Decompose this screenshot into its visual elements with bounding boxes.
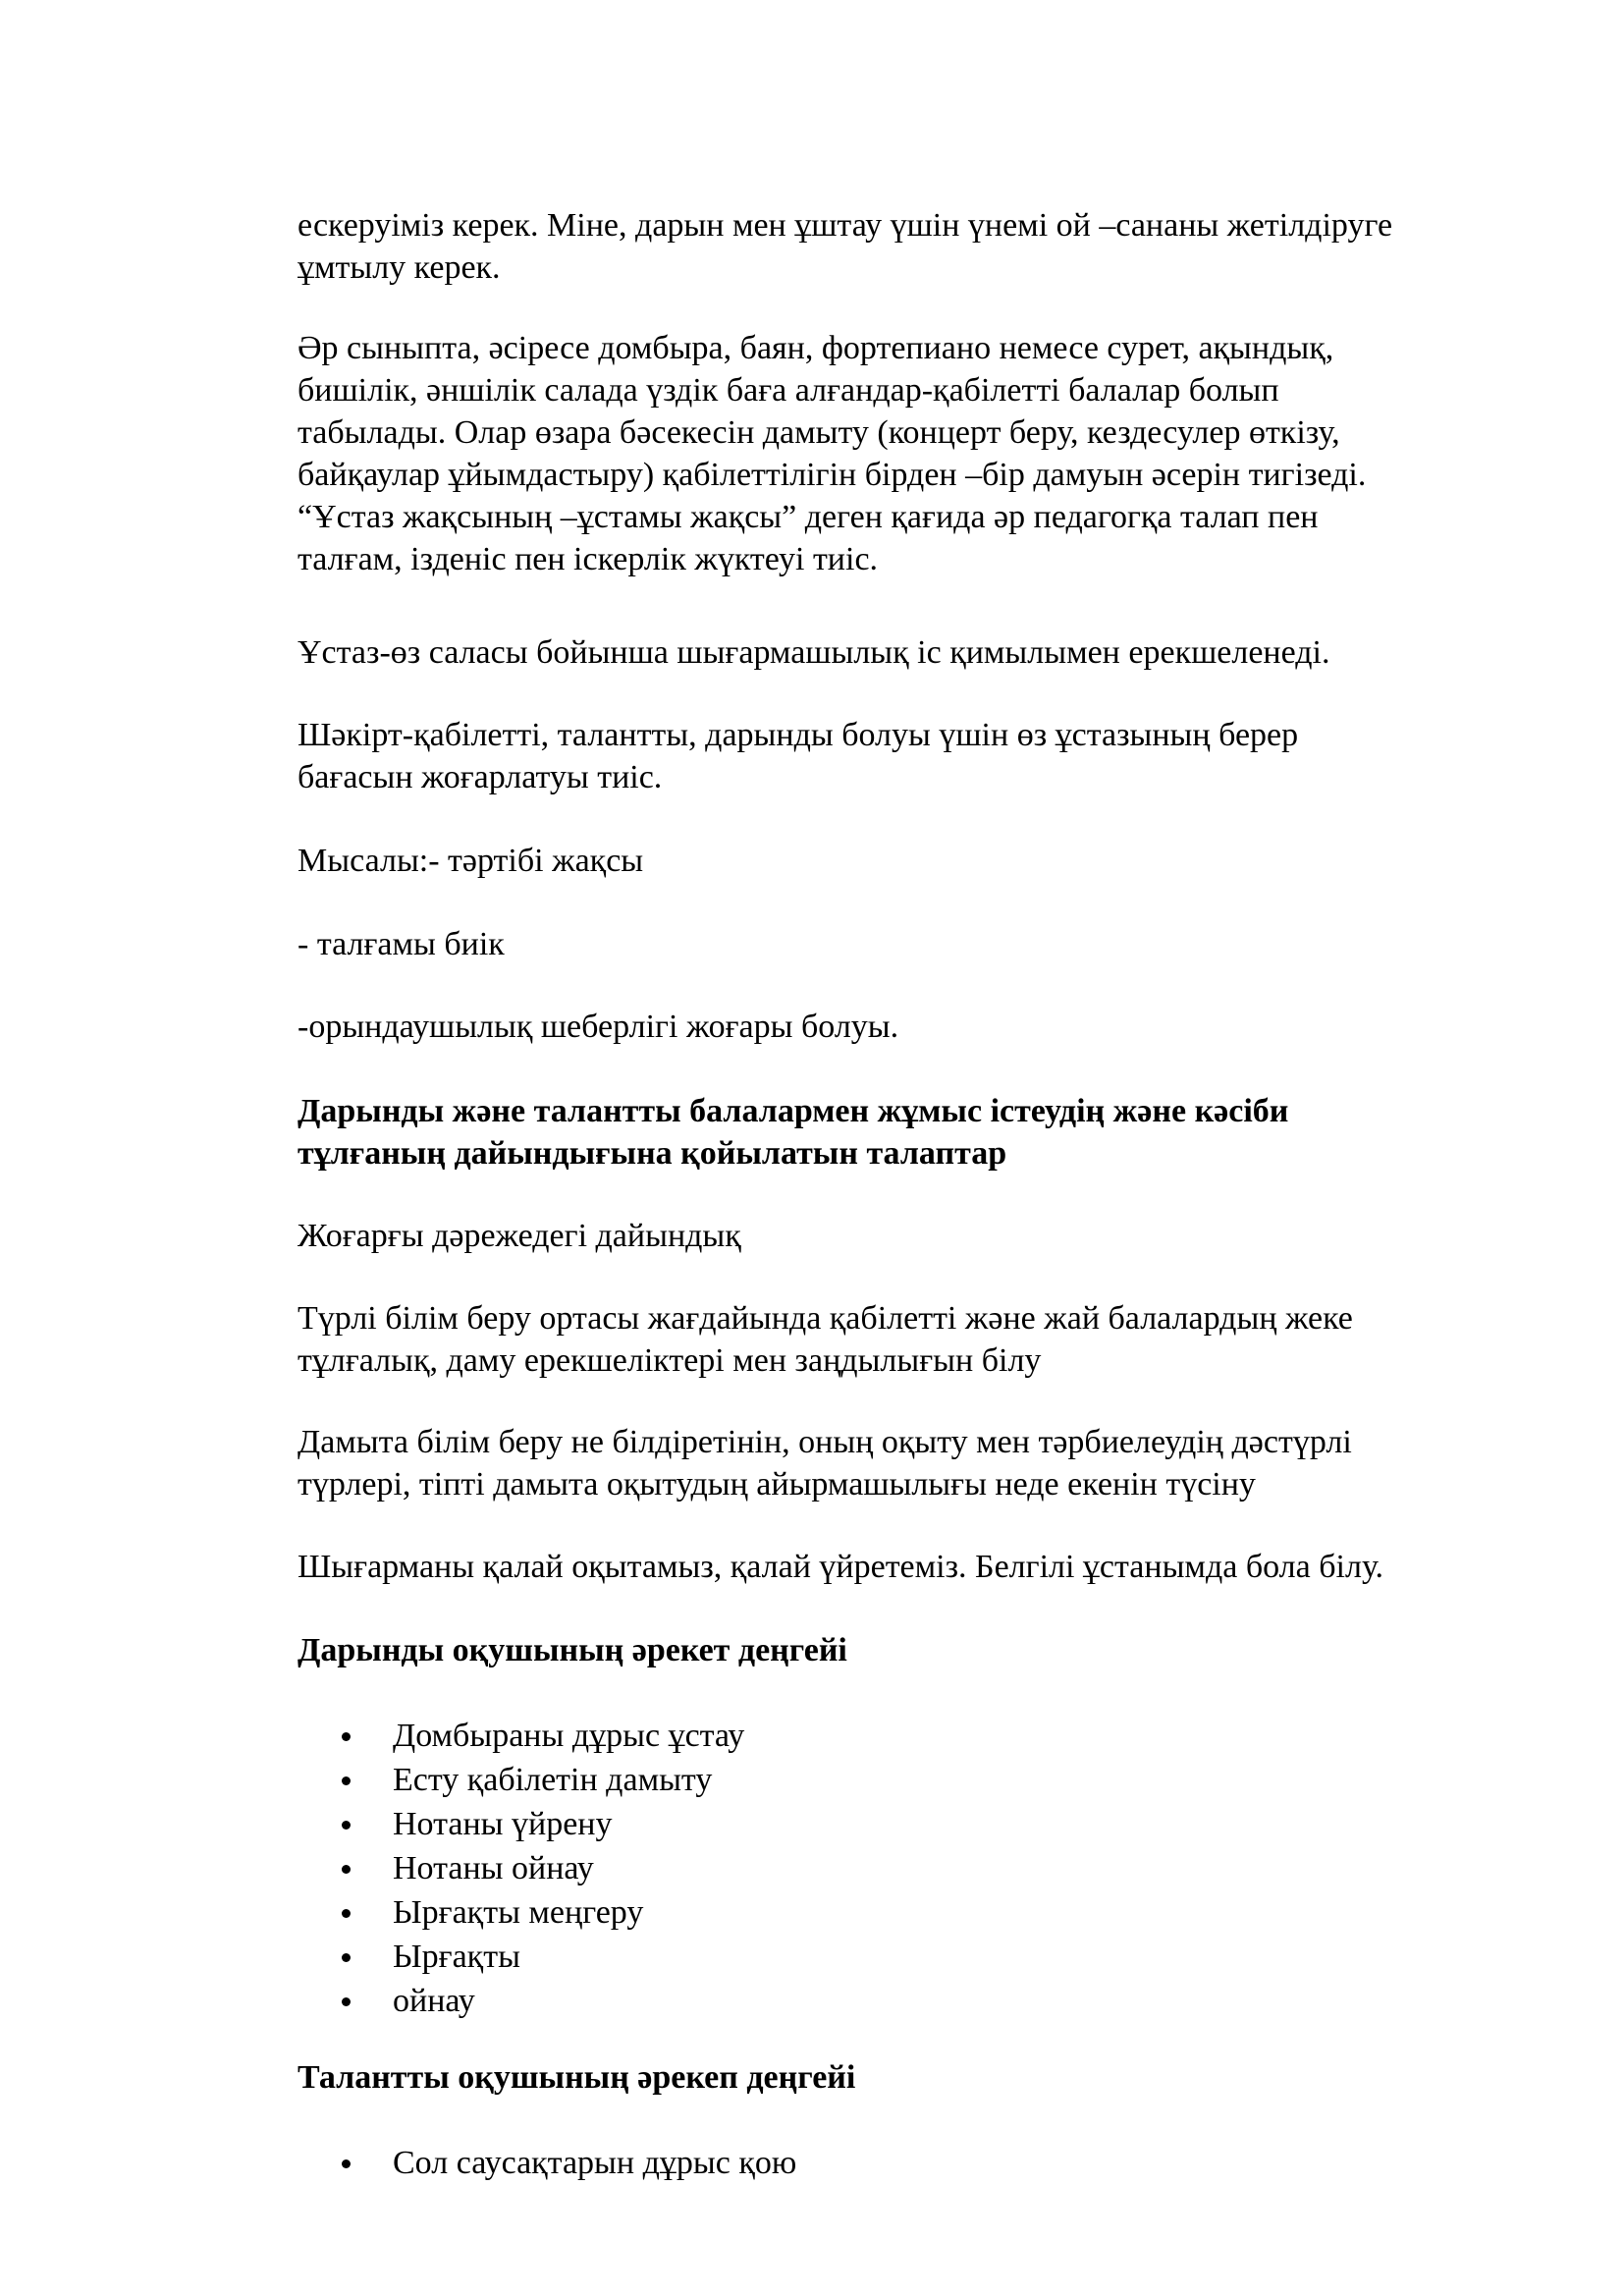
list-item-text: Нотаны үйрену	[393, 1806, 613, 1842]
bullet-icon	[342, 1953, 351, 1962]
bullet-icon	[342, 1909, 351, 1918]
paragraph-example	[298, 840, 1574, 882]
paragraph-developmental	[298, 1421, 1574, 1505]
list-item-text: Нотаны ойнау	[393, 1850, 594, 1886]
bullet-icon	[342, 2159, 351, 2168]
bullet-icon	[342, 1997, 351, 2006]
heading-line: тұлғаның дайындығына қойылатын талаптар	[298, 1135, 1007, 1172]
text-line: Жоғарғы дәрежедегі дайындық	[298, 1218, 741, 1254]
list-item-text: Ырғақты	[393, 1939, 520, 1975]
list-item	[298, 1935, 744, 1979]
list-item	[298, 1714, 744, 1758]
bullet-icon	[342, 1776, 351, 1785]
text-line: тұлғалық, даму ерекшеліктері мен заңдылығын білу	[298, 1342, 1042, 1379]
text-line: Шығарманы қалай оқытамыз, қалай үйретеміз. Белгілі ұстанымда бола білу.	[298, 1549, 1384, 1585]
text-line: бишілік, әншілік салада үздік баға алғандар-қабілетті балалар болып	[298, 372, 1279, 409]
paragraph-environment	[298, 1297, 1574, 1382]
text-line: Әр сыныпта, әсіресе домбыра, баян, фортепиано немесе сурет, ақындық,	[298, 330, 1334, 366]
text-line: Дамыта білім беру не білдіретінін, оның оқыту мен тәрбиелеудің дәстүрлі	[298, 1424, 1352, 1460]
heading-line: Талантты оқушының әрекеп деңгейі	[298, 2059, 856, 2096]
paragraph-continuation	[298, 204, 1574, 289]
list-item	[298, 1979, 744, 2023]
text-line: табылады. Олар өзара бәсекесін дамыту (концерт беру, кездесулер өткізу,	[298, 414, 1340, 451]
list-item	[298, 1846, 744, 1890]
list-item-text: Ырғақты меңгеру	[393, 1894, 644, 1931]
text-line: Шәкірт-қабілетті, талантты, дарынды болуы үшін өз ұстазының берер	[298, 717, 1299, 753]
list-item-text: Сол саусақтарын дұрыс қою	[393, 2145, 797, 2181]
text-line: ескеруіміз керек. Міне, дарын мен ұштау үшін үнемі ой –сананы жетілдіруге	[298, 207, 1393, 244]
text-line: бағасын жоғарлатуы тиіс.	[298, 759, 663, 795]
paragraph-example-item-taste	[298, 923, 1574, 965]
section-heading-talented-level	[298, 2056, 1574, 2099]
list-item	[298, 1890, 744, 1935]
paragraph-example-item-skill	[298, 1006, 1574, 1048]
talented-skills-list	[298, 2141, 796, 2185]
bullet-icon	[342, 1732, 351, 1741]
paragraph-teaching	[298, 1546, 1574, 1588]
paragraph-student	[298, 714, 1574, 798]
list-item-text: Домбыраны дұрыс ұстау	[393, 1718, 745, 1754]
section-heading-gifted-level	[298, 1629, 1574, 1671]
heading-line: Дарынды оқушының әрекет деңгейі	[298, 1632, 847, 1668]
text-line: түрлері, тіпті дамыта оқытудың айырмашылығы неде екенін түсіну	[298, 1466, 1256, 1503]
paragraph-teacher	[298, 631, 1574, 674]
heading-line: Дарынды және талантты балалармен жұмыс істеудің және кәсіби	[298, 1093, 1289, 1129]
text-line: “Ұстаз жақсының –ұстамы жақсы” деген қағида әр педагогқа талап пен	[298, 499, 1319, 535]
text-line: Мысалы:- тәртібі жақсы	[298, 843, 644, 879]
bullet-icon	[342, 1821, 351, 1830]
gifted-skills-list	[298, 1714, 744, 2023]
section-heading-requirements	[298, 1090, 1574, 1175]
list-item-text: Есту қабілетін дамыту	[393, 1762, 713, 1798]
text-line: -орындаушылық шеберлігі жоғары болуы.	[298, 1009, 899, 1045]
bullet-icon	[342, 1865, 351, 1874]
list-item	[298, 1758, 744, 1802]
paragraph-high-level	[298, 1215, 1574, 1257]
text-line: - талғамы биік	[298, 926, 505, 962]
text-line: ұмтылу керек.	[298, 249, 501, 286]
paragraph-classes-talents	[298, 327, 1574, 580]
list-item-text: ойнау	[393, 1983, 475, 2019]
text-line: байқаулар ұйымдастыру) қабілеттілігін бірден –бір дамуын әсерін тигізеді.	[298, 457, 1367, 493]
text-line: Түрлі білім беру ортасы жағдайында қабілетті және жай балалардың жеке	[298, 1300, 1353, 1337]
list-item	[298, 2141, 796, 2185]
list-item	[298, 1802, 744, 1846]
text-line: талғам, ізденіс пен іскерлік жүктеуі тиіс.	[298, 541, 879, 577]
text-line: Ұстаз-өз саласы бойынша шығармашылық іс қимылымен ерекшеленеді.	[298, 634, 1330, 671]
